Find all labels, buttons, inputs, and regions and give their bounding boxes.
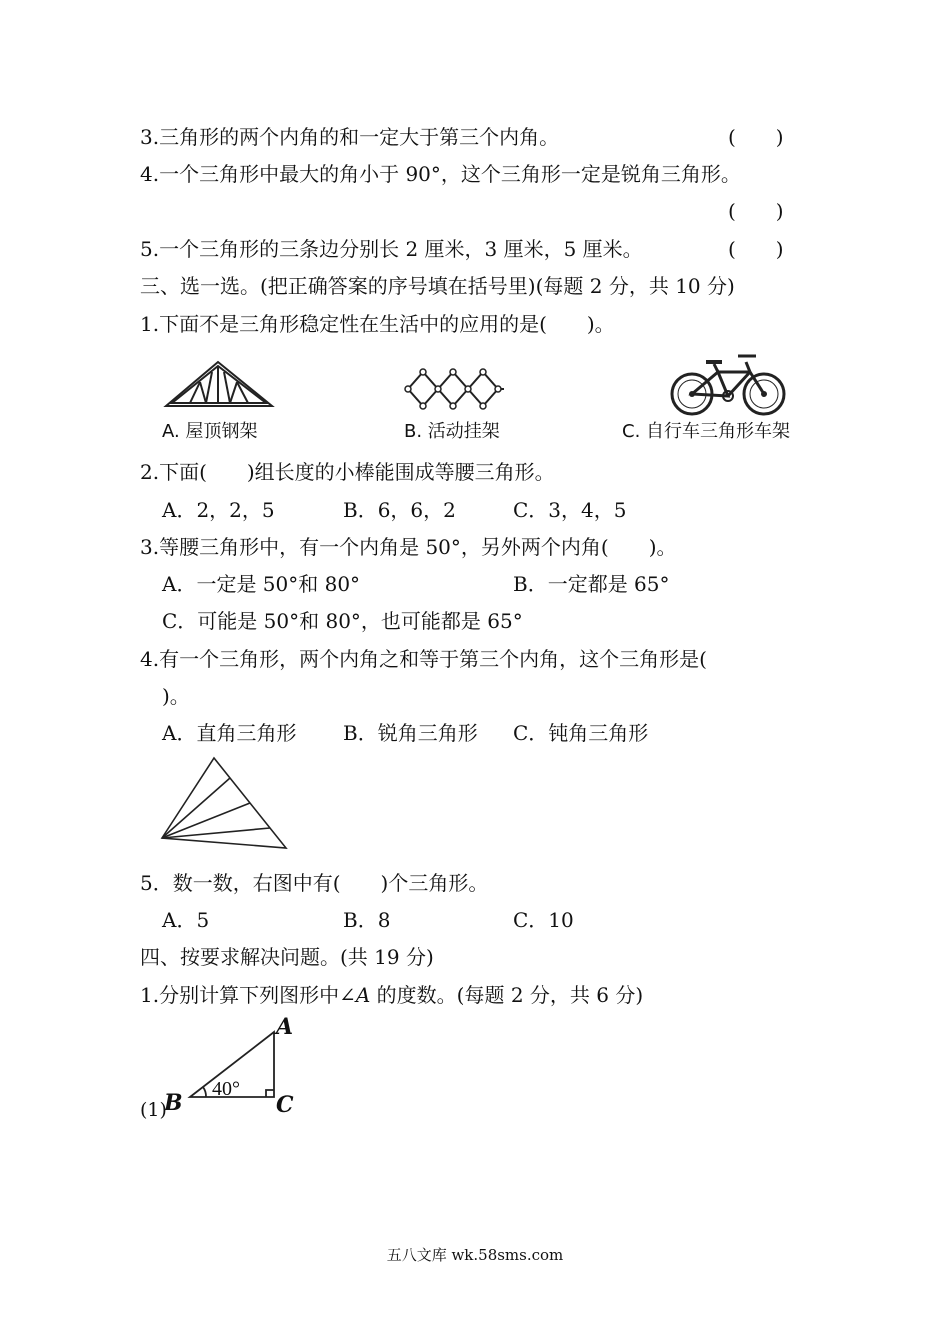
vertex-c-label: C [276,1092,294,1118]
choice-question-5: 5．数一数，右图中有( )个三角形。 [140,871,489,895]
page-footer: 五八文库 wk.58sms.com [386,1246,564,1264]
vertex-b-label: B [164,1090,183,1116]
judge-question-3: 3.三角形的两个内角的和一定大于第三个内角。 [140,125,560,149]
q2-option-a[interactable]: A．2，2，5 [162,498,275,522]
figure-1-label: (1) [140,1099,167,1121]
q5-option-c[interactable]: C．10 [513,908,574,932]
choice-question-4: 4.有一个三角形，两个内角之和等于第三个内角，这个三角形是( [140,647,707,671]
solve-question-1 [140,982,643,1008]
caption-bicycle-frame: C. 自行车三角形车架 [622,421,791,442]
choice-question-2: 2.下面( )组长度的小棒能围成等腰三角形。 [140,460,555,484]
choice-question-3: 3.等腰三角形中，有一个内角是 50°，另外两个内角( )。 [140,535,677,559]
vertex-a-label: A [276,1014,294,1040]
q5-option-a[interactable]: A．5 [162,908,210,932]
q3-option-a[interactable]: A．一定是 50°和 80° [162,572,361,596]
answer-paren-5[interactable]: ( ) [728,237,784,261]
q2-option-c[interactable]: C．3，4，5 [513,498,627,522]
angle-variable-a: A [355,983,371,1007]
expandable-rack-image [404,368,508,410]
caption-roof-truss: A. 屋顶钢架 [162,421,258,442]
q4-option-b[interactable]: B．锐角三角形 [343,721,478,745]
solve-question-1-prefix: 1.分别计算下列图形中∠ [140,983,356,1007]
section3-heading: 三、选一选。(把正确答案的序号填在括号里)(每题 2 分，共 10 分) [140,274,735,298]
q4-option-c[interactable]: C．钝角三角形 [513,721,649,745]
answer-paren-4[interactable]: ( ) [728,199,784,223]
judge-question-5: 5.一个三角形的三条边分别长 2 厘米，3 厘米，5 厘米。 [140,237,643,261]
q3-option-c[interactable]: C．可能是 50°和 80°，也可能都是 65° [162,609,523,633]
section4-heading: 四、按要求解决问题。(共 19 分) [140,945,434,969]
angle-b-value: 40° [212,1078,240,1100]
right-triangle-figure [160,1012,310,1122]
q5-option-b[interactable]: B．8 [343,908,391,932]
triangle-count-figure [158,756,292,852]
q4-option-a[interactable]: A．直角三角形 [162,721,297,745]
q3-option-b[interactable]: B．一定都是 65° [513,572,670,596]
roof-truss-image [160,358,280,410]
q2-option-b[interactable]: B．6，6，2 [343,498,456,522]
choice-question-4-cont: )。 [162,684,190,708]
choice-question-1: 1.下面不是三角形稳定性在生活中的应用的是( )。 [140,312,615,336]
judge-question-4: 4.一个三角形中最大的角小于 90°，这个三角形一定是锐角三角形。 [140,162,741,186]
solve-question-1-suffix: 的度数。(每题 2 分，共 6 分) [370,983,644,1007]
caption-expandable-rack: B. 活动挂架 [404,421,500,442]
bicycle-image [666,350,792,416]
answer-paren-3[interactable]: ( ) [728,125,784,149]
